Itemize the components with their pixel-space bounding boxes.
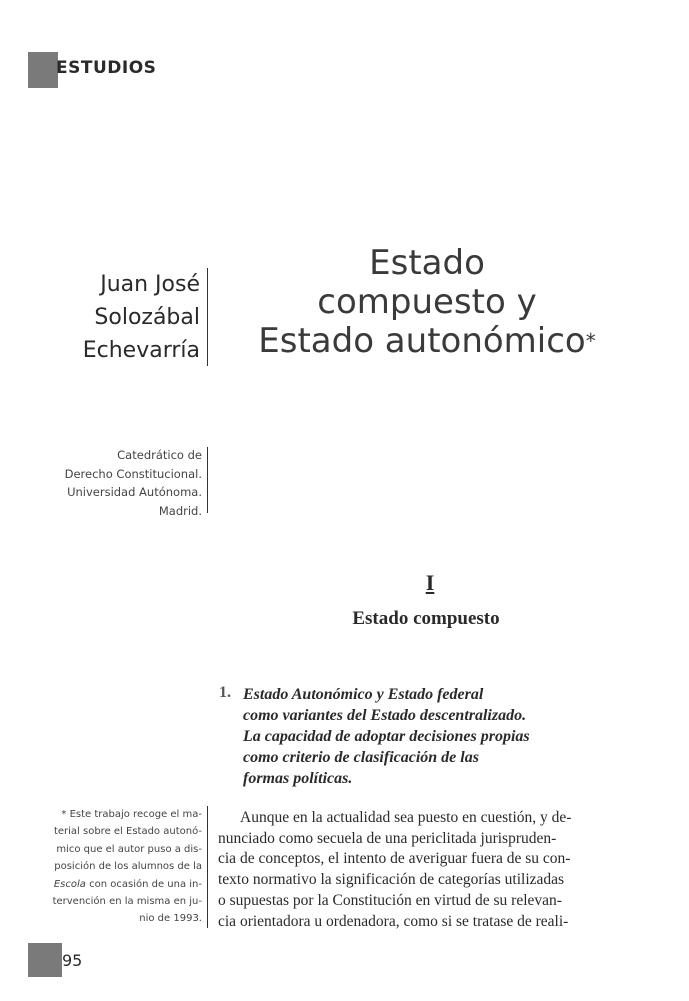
body-line: cia orientadora u ordenadora, como si se tratase de reali- — [218, 912, 569, 930]
page-number: 95 — [62, 951, 83, 970]
page-number-block — [28, 943, 62, 977]
author-divider — [207, 268, 208, 366]
author-line: Echevarría — [82, 338, 200, 363]
title-line: Estado — [369, 243, 485, 283]
footnote-divider — [207, 806, 208, 928]
subsection-heading-line: como criterio de clasificación de las — [243, 749, 479, 766]
title-line-text: Estado autonómico — [258, 321, 586, 361]
affiliation-line: Madrid. — [158, 503, 202, 518]
body-text — [218, 808, 636, 932]
footnote-line: tervención en la misma en ju- — [52, 896, 202, 908]
affiliation-divider — [207, 447, 208, 513]
body-line: cia de conceptos, el intento de averiguar fuera de su con- — [218, 850, 571, 868]
section-header-block — [28, 52, 58, 88]
footnote-line: * Este trabajo recoge el ma- — [61, 809, 202, 820]
section-header-label: ESTUDIOS — [56, 58, 157, 78]
footnote-line: nio de 1993. — [139, 913, 202, 925]
title-footnote-mark: * — [585, 329, 596, 353]
subsection-number: 1. — [219, 684, 231, 701]
affiliation-line: Derecho Constitucional. — [64, 466, 202, 481]
footnote-line: terial sobre el Estado autonó- — [53, 826, 202, 838]
author-affiliation — [40, 446, 202, 520]
affiliation-line: Catedrático de — [117, 448, 202, 462]
body-line: o supuestas por la Constitución en virtud de su relevan- — [218, 891, 562, 909]
body-line: texto normativo la significación de categorías utilizadas — [218, 871, 565, 889]
section-title: Estado compuesto — [352, 608, 500, 629]
footnote-line: Escola con ocasión de una in- — [53, 878, 202, 890]
footnote-line: mico que el autor puso a dis- — [56, 843, 202, 855]
article-title — [226, 244, 628, 361]
author-line: Juan José — [100, 272, 200, 297]
author-name — [40, 268, 200, 367]
footnote — [30, 806, 202, 928]
subsection-heading-line: La capacidad de adoptar decisiones propias — [243, 728, 530, 745]
subsection-heading-line: como variantes del Estado descentralizado. — [243, 707, 527, 724]
footnote-line: posición de los alumnos de la — [54, 861, 202, 873]
section-numeral: I — [425, 570, 435, 595]
author-line: Solozábal — [94, 305, 200, 330]
title-line — [226, 322, 628, 361]
body-line: Aunque en la actualidad sea puesto en cuestión, y de- — [240, 809, 572, 826]
subsection-heading-line: formas políticas. — [243, 770, 353, 787]
title-line: compuesto y — [317, 282, 537, 322]
subsection-heading — [243, 684, 643, 789]
affiliation-line: Universidad Autónoma. — [67, 485, 202, 499]
subsection-heading-line: Estado Autonómico y Estado federal — [243, 686, 484, 703]
footnote-italic-word: Escola — [53, 878, 86, 890]
body-line: nunciado como secuela de una periclitada jurispruden- — [218, 829, 557, 847]
